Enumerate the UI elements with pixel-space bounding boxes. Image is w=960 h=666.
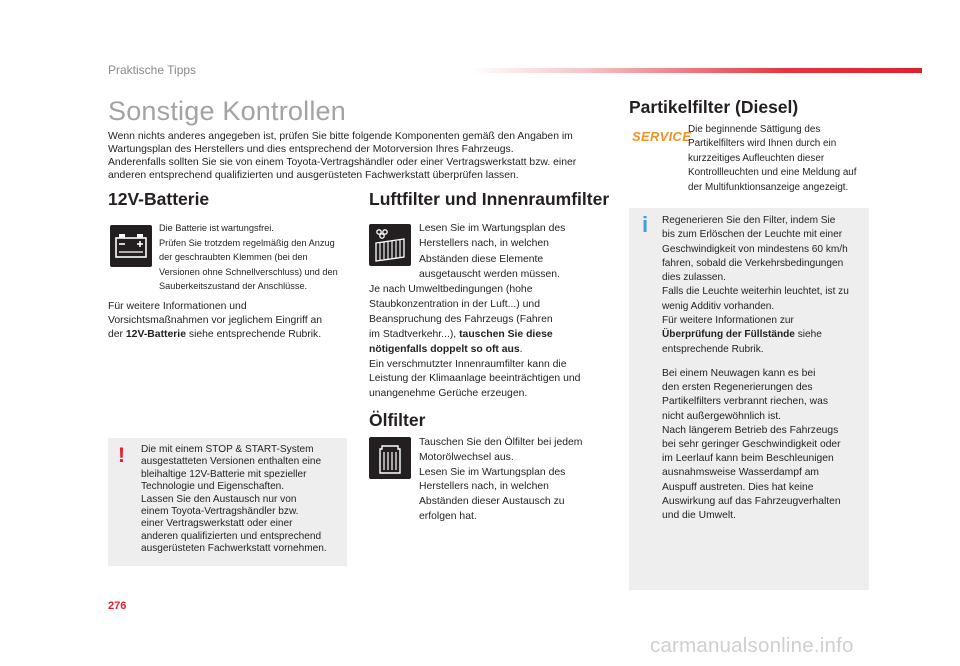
warning-line: anderen qualifizierten und entsprechend: [141, 530, 322, 542]
info-line: Regenerieren Sie den Filter, indem Sie: [662, 215, 836, 226]
oil-filter-line: erfolgen hat.: [419, 510, 477, 522]
info-text-new-vehicle: [662, 367, 864, 523]
battery-note-line: der geschraubten Klemmen (bei den: [159, 252, 308, 262]
air-filter-line: Leistung der Klimaanlage beeinträchtigen und: [369, 373, 581, 385]
text-fragment: der: [108, 329, 126, 341]
warning-line: bleihaltige 12V-Batterie mit spezieller: [141, 468, 307, 480]
page-title: Sonstige Kontrollen: [108, 96, 346, 126]
oil-filter-line: Motorölwechsel aus.: [419, 451, 514, 463]
air-filter-side-line: Lesen Sie im Wartungsplan des: [419, 223, 566, 234]
intro-line: Wartungsplan des Herstellers und dies entsprechend der Motorversion Ihres Fahrzeugs.: [108, 144, 514, 155]
info-line: dies zulassen.: [662, 272, 726, 284]
particle-side-line: Kontrollleuchten und eine Meldung auf: [688, 167, 857, 179]
air-filter-side-line: Herstellers nach, in welchen: [419, 238, 549, 250]
info-line: Für weitere Informationen zur: [662, 315, 794, 327]
warning-line: Technologie und Eigenschaften.: [141, 481, 285, 493]
warning-line: ausgerüsteten Fachwerkstatt vornehmen.: [141, 543, 327, 555]
particle-filter-side-text: [688, 123, 873, 195]
info-line: bei sehr geringer Geschwindigkeit oder: [662, 439, 841, 451]
warning-text: [141, 444, 345, 556]
warning-line: ausgestatteten Versionen enthalten eine: [141, 456, 322, 468]
oil-filter-icon: [369, 437, 411, 479]
info-line: nicht außergewöhnlich ist.: [662, 410, 782, 422]
warning-line: einer Vertragswerkstatt oder einer: [141, 518, 293, 530]
particle-side-line: kurzzeitiges Aufleuchten dieser: [688, 152, 825, 164]
info-icon: i: [642, 212, 649, 237]
battery-text-line: [108, 328, 353, 342]
particle-filter-heading: Partikelfilter (Diesel): [629, 97, 799, 117]
battery-note: [159, 221, 354, 294]
air-filter-line: unangenehme Gerüche erzeugen.: [369, 388, 528, 400]
page-number: 276: [108, 600, 127, 612]
oil-filter-line: Abständen dieser Austausch zu: [419, 496, 565, 508]
warning-line: Die mit einem STOP & START-System: [141, 444, 314, 455]
air-filter-side-text: [419, 221, 604, 283]
watermark: carmanualsonline.info: [650, 634, 854, 657]
info-line: entsprechende Rubrik.: [662, 343, 764, 355]
air-filter-side-line: ausgetauscht werden müssen.: [419, 269, 560, 281]
info-line: Partikelfilters verbrannt riechen, was: [662, 396, 828, 408]
air-filter-heading: Luftfilter und Innenraumfilter: [369, 189, 610, 209]
warning-icon: !: [118, 444, 125, 467]
warning-line: Lassen Sie den Austausch nur von: [141, 493, 297, 505]
info-line: bis zum Erlöschen der Leuchte mit einer: [662, 229, 843, 241]
battery-note-line: Die Batterie ist wartungsfrei.: [159, 223, 274, 233]
text-fragment: .: [519, 343, 523, 355]
header-accent-bar: [470, 68, 922, 73]
air-filter-line: Ein verschmutzter Innenraumfilter kann die: [369, 358, 567, 370]
air-filter-line: Beanspruchung des Fahrzeugs (Fahren: [369, 313, 553, 325]
particle-side-line: der Multifunktionsanzeige angezeigt.: [688, 181, 849, 193]
info-line: Auswirkung auf das Fahrzeugverhalten: [662, 495, 841, 507]
info-line: ausnahmsweise Wasserdampf am: [662, 467, 819, 479]
air-filter-body: [369, 283, 609, 402]
info-line: wenig Additiv vorhanden.: [662, 300, 775, 312]
battery-link-term: 12V-Batterie: [125, 329, 186, 341]
battery-text: [108, 300, 353, 343]
oil-filter-line: Lesen Sie im Wartungsplan des: [419, 466, 566, 478]
info-line: fahren, sobald die Verkehrsbedingungen: [662, 257, 844, 269]
info-line: den ersten Regenerierungen des: [662, 382, 813, 394]
info-line: Geschwindigkeit von mindestens 60 km/h: [662, 243, 848, 255]
info-line: im Leerlauf kann beim Beschleunigen: [662, 453, 834, 465]
intro-line: anderen entsprechend qualifizierten und ausgerüsteten Fachwerkstatt überprüfen lassen.: [108, 170, 519, 181]
battery-icon: [110, 225, 152, 267]
battery-note-line: Sauberkeitszustand der Anschlüsse.: [159, 281, 308, 291]
oil-filter-line: Herstellers nach, in welchen: [419, 481, 549, 493]
text-fragment: im Stadtverkehr...),: [369, 328, 460, 340]
info-line: Nach längerem Betrieb des Fahrzeugs: [662, 424, 839, 436]
battery-note-line: Versionen ohne Schnellverschluss) und den: [159, 266, 338, 277]
emphasis-text: nötigenfalls doppelt so oft aus: [369, 343, 520, 355]
service-warning-icon: SERVICE: [632, 129, 692, 144]
info-line: Falls die Leuchte weiterhin leuchtet, ist zu: [662, 286, 849, 298]
info-line: Auspuff austreten. Dies hat keine: [662, 481, 814, 493]
oil-filter-line: Tauschen Sie den Ölfilter bei jedem: [419, 437, 583, 448]
intro-line: Anderenfalls sollten Sie sie von einem Toyota-Vertragshändler oder einer Vertragswerkstatt bzw. einer: [108, 157, 577, 168]
emphasis-text: tauschen Sie diese: [459, 328, 553, 340]
oil-filter-text: [419, 436, 609, 525]
text-fragment: siehe entsprechende Rubrik.: [185, 329, 322, 341]
battery-text-line: Vorsichtsmaßnahmen vor jeglichem Eingriff an: [108, 315, 323, 327]
battery-heading: 12V-Batterie: [108, 189, 210, 209]
section-label: Praktische Tipps: [108, 63, 197, 77]
info-line: Bei einem Neuwagen kann es bei: [662, 368, 816, 379]
air-filter-line: [369, 328, 609, 343]
air-filter-icon: [369, 224, 411, 266]
air-filter-side-line: Abständen diese Elemente: [419, 253, 544, 265]
particle-side-line: Partikelfilters wird Ihnen durch ein: [688, 138, 837, 150]
oil-filter-heading: Ölfilter: [369, 410, 426, 430]
air-filter-line: [369, 343, 609, 358]
particle-side-line: Die beginnende Sättigung des: [688, 124, 821, 135]
air-filter-line: Je nach Umweltbedingungen (hohe: [369, 284, 533, 295]
air-filter-line: Staubkonzentration in der Luft...) und: [369, 298, 540, 310]
fluid-levels-link-term: Überprüfung der Füllstände: [662, 329, 795, 341]
info-line: [662, 328, 864, 342]
warning-line: einem Toyota-Vertragshändler bzw.: [141, 506, 299, 518]
battery-text-line: Für weitere Informationen und: [108, 301, 247, 312]
info-text-regeneration: [662, 214, 864, 357]
info-line: und die Umwelt.: [662, 510, 736, 522]
text-fragment: siehe: [794, 329, 822, 341]
intro-text: [108, 130, 608, 182]
intro-line: Wenn nichts anderes angegeben ist, prüfen Sie bitte folgende Komponenten gemäß den Angaben im: [108, 131, 573, 142]
battery-note-line: Prüfen Sie trotzdem regelmäßig den Anzug: [159, 237, 335, 248]
